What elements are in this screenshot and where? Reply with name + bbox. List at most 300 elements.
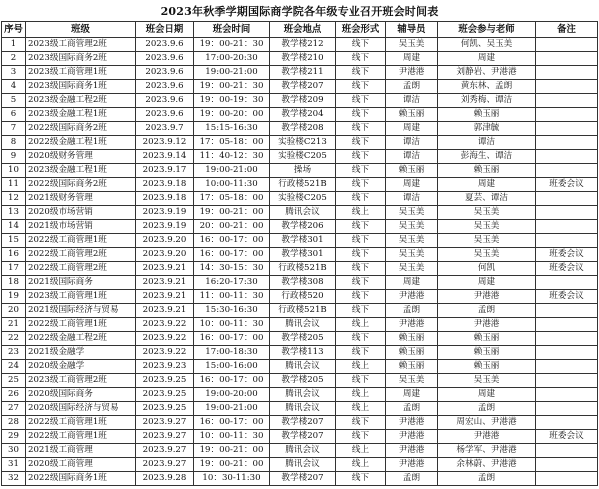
- class-name: 2023级金融工程1班: [26, 164, 136, 178]
- meeting-time: 19：00-21：30: [194, 38, 270, 52]
- meeting-format: 线下: [336, 150, 386, 164]
- counselor: 谭洁: [386, 136, 438, 150]
- table-row: [2, 472, 598, 486]
- meeting-location: 行政楼521B: [270, 178, 336, 192]
- row-index: 8: [2, 136, 26, 150]
- meeting-location: 行政楼520: [270, 290, 336, 304]
- meeting-format: 线下: [336, 94, 386, 108]
- meeting-time: 10：00-11：30: [194, 318, 270, 332]
- row-index: 16: [2, 248, 26, 262]
- meeting-date: 2023.9.6: [136, 94, 194, 108]
- remarks: [536, 80, 598, 94]
- index-header: 序号: [2, 22, 26, 38]
- meeting-date: 2023.9.21: [136, 276, 194, 290]
- class-name: 2020级金融学: [26, 360, 136, 374]
- class-name: 2020级国际商务: [26, 388, 136, 402]
- counselor: 尹港港: [386, 444, 438, 458]
- row-index: 27: [2, 402, 26, 416]
- table-row: [2, 262, 598, 276]
- remarks: [536, 332, 598, 346]
- counselor: 孟朗: [386, 402, 438, 416]
- meeting-format: 线上: [336, 458, 386, 472]
- meeting-date: 2023.9.21: [136, 262, 194, 276]
- counselor: 尹港港: [386, 318, 438, 332]
- row-index: 4: [2, 80, 26, 94]
- participating-teachers: 夏芸、谭洁: [438, 192, 536, 206]
- remarks: [536, 374, 598, 388]
- class-name: 2022级工商管理2班: [26, 262, 136, 276]
- meeting-format: 线下: [336, 122, 386, 136]
- meeting-location: 教学楼301: [270, 234, 336, 248]
- class-name: 2021级工商管理: [26, 444, 136, 458]
- meeting-location: 教学楼211: [270, 66, 336, 80]
- meeting-location: 腾讯会议: [270, 458, 336, 472]
- participating-teachers: 尹港港: [438, 430, 536, 444]
- table-row: [2, 276, 598, 290]
- class-name: 2022级工商管理2班: [26, 248, 136, 262]
- table-row: [2, 290, 598, 304]
- meeting-location: 教学楼209: [270, 94, 336, 108]
- table-row: [2, 192, 598, 206]
- meeting-location: 行政楼521B: [270, 262, 336, 276]
- participating-teachers: 赖玉丽: [438, 332, 536, 346]
- counselor: 赖玉丽: [386, 360, 438, 374]
- remarks: [536, 164, 598, 178]
- participating-teachers: 黄东林、孟朗: [438, 80, 536, 94]
- counselor: 尹港港: [386, 458, 438, 472]
- remarks: [536, 304, 598, 318]
- class-name: 2022级工商管理1班: [26, 318, 136, 332]
- meeting-location: 教学楼204: [270, 108, 336, 122]
- meeting-location: 教学楼113: [270, 346, 336, 360]
- remarks: [536, 472, 598, 486]
- remarks: [536, 38, 598, 52]
- table-row: [2, 402, 598, 416]
- meeting-date: 2023.9.18: [136, 192, 194, 206]
- remarks: [536, 388, 598, 402]
- meeting-location: 腾讯会议: [270, 360, 336, 374]
- class-name: 2021级金融学: [26, 346, 136, 360]
- location-header: 班会地点: [270, 22, 336, 38]
- remarks: [536, 150, 598, 164]
- row-index: 19: [2, 290, 26, 304]
- meeting-location: 腾讯会议: [270, 206, 336, 220]
- table-row: [2, 52, 598, 66]
- meeting-date: 2023.9.6: [136, 38, 194, 52]
- remarks: [536, 108, 598, 122]
- meeting-format: 线上: [336, 206, 386, 220]
- meeting-format: 线下: [336, 108, 386, 122]
- row-index: 17: [2, 262, 26, 276]
- meeting-location: 教学楼207: [270, 472, 336, 486]
- meeting-location: 操场: [270, 164, 336, 178]
- table-row: [2, 444, 598, 458]
- row-index: 6: [2, 108, 26, 122]
- class-name: 2020级财务管理: [26, 150, 136, 164]
- participating-teachers: 赖玉丽: [438, 360, 536, 374]
- class-name: 2023级金融工程1班: [26, 108, 136, 122]
- participating-teachers: 孟朗: [438, 304, 536, 318]
- table-row: [2, 360, 598, 374]
- counselor: 周建: [386, 276, 438, 290]
- class-name: 2020级国际经济与贸易: [26, 402, 136, 416]
- meeting-location: 行政楼521B: [270, 304, 336, 318]
- format-header: 班会形式: [336, 22, 386, 38]
- counselor: 尹港港: [386, 66, 438, 80]
- counselor: 孟朗: [386, 80, 438, 94]
- meeting-location: 实验楼C213: [270, 136, 336, 150]
- row-index: 15: [2, 234, 26, 248]
- meeting-time: 15:00-16:00: [194, 360, 270, 374]
- meeting-format: 线下: [336, 262, 386, 276]
- participating-teachers: 何凯: [438, 262, 536, 276]
- meeting-location: 腾讯会议: [270, 388, 336, 402]
- meeting-date: 2023.9.28: [136, 472, 194, 486]
- counselor: 尹港港: [386, 430, 438, 444]
- counselor: 吴玉美: [386, 38, 438, 52]
- counselor: 吴玉美: [386, 206, 438, 220]
- remarks: [536, 52, 598, 66]
- table-row: [2, 220, 598, 234]
- meeting-time: 19：00-20：00: [194, 108, 270, 122]
- table-row: [2, 80, 598, 94]
- table-row: [2, 346, 598, 360]
- meeting-time: 19:00-21:00: [194, 402, 270, 416]
- meeting-time: 17:00-18:30: [194, 346, 270, 360]
- table-row: [2, 248, 598, 262]
- class-name: 2022级国际商务2班: [26, 122, 136, 136]
- remarks: 班委会议: [536, 290, 598, 304]
- table-row: [2, 458, 598, 472]
- meeting-date: 2023.9.23: [136, 360, 194, 374]
- meeting-date: 2023.9.27: [136, 444, 194, 458]
- participating-teachers: 赖玉丽: [438, 164, 536, 178]
- meeting-time: 16：00-17：00: [194, 234, 270, 248]
- counselor: 周建: [386, 178, 438, 192]
- row-index: 5: [2, 94, 26, 108]
- meeting-date: 2023.9.18: [136, 178, 194, 192]
- meeting-format: 线下: [336, 290, 386, 304]
- row-index: 24: [2, 360, 26, 374]
- meeting-location: 腾讯会议: [270, 444, 336, 458]
- meeting-location: 教学楼206: [270, 220, 336, 234]
- remarks: 班委会议: [536, 262, 598, 276]
- row-index: 11: [2, 178, 26, 192]
- remarks: [536, 136, 598, 150]
- class-name: 2023级工商管理1班: [26, 66, 136, 80]
- meeting-location: 教学楼210: [270, 52, 336, 66]
- class-name: 2021级国际商务: [26, 276, 136, 290]
- row-index: 3: [2, 66, 26, 80]
- participating-teachers: 吴玉美: [438, 220, 536, 234]
- row-index: 14: [2, 220, 26, 234]
- meeting-location: 教学楼205: [270, 374, 336, 388]
- counselor: 谭洁: [386, 192, 438, 206]
- meeting-location: 教学楼207: [270, 416, 336, 430]
- row-index: 32: [2, 472, 26, 486]
- meeting-time: 20：00-21：00: [194, 220, 270, 234]
- participating-teachers: 吴玉美: [438, 206, 536, 220]
- remarks: [536, 416, 598, 430]
- participating-teachers: 孟朗: [438, 402, 536, 416]
- class-name: 2022级国际商务2班: [26, 178, 136, 192]
- meeting-location: 教学楼205: [270, 332, 336, 346]
- table-row: [2, 234, 598, 248]
- meeting-format: 线下: [336, 472, 386, 486]
- participating-teachers: 尹港港: [438, 318, 536, 332]
- table-row: [2, 38, 598, 52]
- meeting-format: 线下: [336, 374, 386, 388]
- participating-teachers: 彭海生、谭洁: [438, 150, 536, 164]
- table-row: [2, 150, 598, 164]
- participating-teachers: 吴玉美: [438, 234, 536, 248]
- remarks: [536, 220, 598, 234]
- meeting-location: 教学楼208: [270, 122, 336, 136]
- counselor: 吴玉美: [386, 234, 438, 248]
- table-row: [2, 178, 598, 192]
- participating-teachers: 周建: [438, 276, 536, 290]
- meeting-format: 线下: [336, 192, 386, 206]
- meeting-format: 线下: [336, 276, 386, 290]
- meeting-date: 2023.9.20: [136, 234, 194, 248]
- remarks: [536, 66, 598, 80]
- counselor: 赖玉丽: [386, 108, 438, 122]
- participating-teachers: 杨学军、尹港港: [438, 444, 536, 458]
- meeting-location: 实验楼C205: [270, 192, 336, 206]
- meeting-format: 线下: [336, 38, 386, 52]
- meeting-time: 19：00-21：00: [194, 458, 270, 472]
- table-body: [2, 38, 598, 486]
- table-row: [2, 430, 598, 444]
- participating-teachers: 吴玉美: [438, 374, 536, 388]
- remarks: [536, 122, 598, 136]
- remarks: [536, 360, 598, 374]
- class-name: 2021级市场营销: [26, 220, 136, 234]
- date-header: 班会日期: [136, 22, 194, 38]
- table-header-row: [2, 22, 598, 38]
- class-name: 2020级工商管理: [26, 458, 136, 472]
- meeting-date: 2023.9.7: [136, 122, 194, 136]
- meeting-time: 19：00-19：30: [194, 94, 270, 108]
- remarks-header: 备注: [536, 22, 598, 38]
- meeting-time: 16:20-17:30: [194, 276, 270, 290]
- meeting-time: 10：00-11：30: [194, 430, 270, 444]
- class-name: 2022级工商管理1班: [26, 430, 136, 444]
- participating-teachers: 周建: [438, 52, 536, 66]
- row-index: 29: [2, 430, 26, 444]
- counselor: 谭洁: [386, 150, 438, 164]
- class-name: 2023级国际商务2班: [26, 52, 136, 66]
- row-index: 28: [2, 416, 26, 430]
- participating-teachers: 刘秀梅、谭洁: [438, 94, 536, 108]
- meeting-date: 2023.9.19: [136, 206, 194, 220]
- row-index: 18: [2, 276, 26, 290]
- remarks: [536, 458, 598, 472]
- class-name: 2023级工商管理2班: [26, 38, 136, 52]
- counselor: 周建: [386, 388, 438, 402]
- meeting-format: 线下: [336, 220, 386, 234]
- row-index: 2: [2, 52, 26, 66]
- class-name: 2023级金融工程2班: [26, 94, 136, 108]
- class-name: 2020级市场营销: [26, 206, 136, 220]
- class-name: 2023级工商管理1班: [26, 290, 136, 304]
- meeting-date: 2023.9.6: [136, 66, 194, 80]
- meeting-location: 教学楼207: [270, 430, 336, 444]
- meeting-date: 2023.9.25: [136, 402, 194, 416]
- class-name: 2021级国际经济与贸易: [26, 304, 136, 318]
- meeting-time: 10:00-11:30: [194, 178, 270, 192]
- meeting-format: 线下: [336, 178, 386, 192]
- counselor: 赖玉丽: [386, 332, 438, 346]
- meeting-format: 线下: [336, 164, 386, 178]
- meeting-time: 11：40-12：30: [194, 150, 270, 164]
- meeting-location: 腾讯会议: [270, 318, 336, 332]
- counselor: 赖玉丽: [386, 346, 438, 360]
- meeting-time: 11：00-11：30: [194, 290, 270, 304]
- counselor: 吴玉美: [386, 374, 438, 388]
- meeting-format: 线下: [336, 248, 386, 262]
- meeting-location: 教学楼207: [270, 80, 336, 94]
- meeting-time: 19:00-21:00: [194, 164, 270, 178]
- meeting-format: 线上: [336, 318, 386, 332]
- counselor-header: 辅导员: [386, 22, 438, 38]
- time-header: 班会时间: [194, 22, 270, 38]
- row-index: 1: [2, 38, 26, 52]
- meeting-date: 2023.9.27: [136, 430, 194, 444]
- row-index: 12: [2, 192, 26, 206]
- meeting-date: 2023.9.21: [136, 304, 194, 318]
- meeting-date: 2023.9.6: [136, 80, 194, 94]
- meeting-date: 2023.9.6: [136, 52, 194, 66]
- meeting-format: 线下: [336, 136, 386, 150]
- counselor: 吴玉美: [386, 262, 438, 276]
- remarks: [536, 234, 598, 248]
- meeting-date: 2023.9.17: [136, 164, 194, 178]
- meeting-time: 19:00-21:00: [194, 66, 270, 80]
- participating-teachers: 周建: [438, 178, 536, 192]
- class-name: 2022级工商管理1班: [26, 416, 136, 430]
- meeting-date: 2023.9.14: [136, 150, 194, 164]
- meeting-time: 15:30-16:30: [194, 304, 270, 318]
- table-row: [2, 304, 598, 318]
- meeting-format: 线上: [336, 388, 386, 402]
- row-index: 21: [2, 318, 26, 332]
- class-name: 2023级工商管理2班: [26, 374, 136, 388]
- counselor: 吴玉美: [386, 220, 438, 234]
- meeting-location: 教学楼301: [270, 248, 336, 262]
- row-index: 31: [2, 458, 26, 472]
- counselor: 周建: [386, 52, 438, 66]
- meeting-format: 线下: [336, 346, 386, 360]
- counselor: 吴玉美: [386, 248, 438, 262]
- meeting-format: 线下: [336, 416, 386, 430]
- table-row: [2, 108, 598, 122]
- table-row: [2, 94, 598, 108]
- meeting-location: 教学楼212: [270, 38, 336, 52]
- counselor: 尹港港: [386, 290, 438, 304]
- meeting-date: 2023.9.19: [136, 220, 194, 234]
- meeting-time: 16：00-17：00: [194, 332, 270, 346]
- class-name: 2022级国际商务1班: [26, 472, 136, 486]
- row-index: 23: [2, 346, 26, 360]
- participating-teachers: 赖玉丽: [438, 346, 536, 360]
- participating-teachers: 余林蔚、尹港港: [438, 458, 536, 472]
- page-title: 2023年秋季学期国际商学院各年级专业召开班会时间表: [160, 5, 439, 18]
- class-name: 2021级财务管理: [26, 192, 136, 206]
- meeting-format: 线上: [336, 360, 386, 374]
- meeting-date: 2023.9.12: [136, 136, 194, 150]
- meeting-time: 16：00-17：00: [194, 374, 270, 388]
- participating-teachers: 尹港港: [438, 290, 536, 304]
- meeting-format: 线下: [336, 66, 386, 80]
- meeting-date: 2023.9.22: [136, 346, 194, 360]
- meeting-time: 17：05-18：00: [194, 136, 270, 150]
- meeting-time: 10：30-11:30: [194, 472, 270, 486]
- class-header: 班级: [26, 22, 136, 38]
- meeting-time: 17：05-18：00: [194, 192, 270, 206]
- table-row: [2, 66, 598, 80]
- participating-teachers: 吴玉美: [438, 248, 536, 262]
- table-row: [2, 416, 598, 430]
- row-index: 26: [2, 388, 26, 402]
- remarks: [536, 94, 598, 108]
- meeting-date: 2023.9.27: [136, 416, 194, 430]
- meeting-date: 2023.9.27: [136, 458, 194, 472]
- meeting-format: 线下: [336, 80, 386, 94]
- meeting-time: 19：00-21：00: [194, 206, 270, 220]
- remarks: [536, 206, 598, 220]
- class-name: 2022级工商管理1班: [26, 234, 136, 248]
- meeting-date: 2023.9.22: [136, 332, 194, 346]
- row-index: 13: [2, 206, 26, 220]
- remarks: [536, 276, 598, 290]
- remarks: [536, 192, 598, 206]
- meeting-time: 17:00-20:30: [194, 52, 270, 66]
- participating-teachers: 周建: [438, 388, 536, 402]
- table-row: [2, 136, 598, 150]
- meeting-format: 线下: [336, 234, 386, 248]
- table-row: [2, 374, 598, 388]
- table-row: [2, 164, 598, 178]
- remarks: 班委会议: [536, 178, 598, 192]
- class-name: 2023级国际商务1班: [26, 80, 136, 94]
- counselor: 孟朗: [386, 472, 438, 486]
- remarks: [536, 346, 598, 360]
- participating-teachers: 孟朗: [438, 472, 536, 486]
- row-index: 30: [2, 444, 26, 458]
- class-name: 2022级金融工程1班: [26, 136, 136, 150]
- meeting-format: 线下: [336, 304, 386, 318]
- meeting-time: 19：00-21：30: [194, 80, 270, 94]
- row-index: 10: [2, 164, 26, 178]
- counselor: 谭洁: [386, 94, 438, 108]
- meeting-date: 2023.9.6: [136, 108, 194, 122]
- counselor: 孟朗: [386, 304, 438, 318]
- meeting-date: 2023.9.20: [136, 248, 194, 262]
- meeting-format: 线下: [336, 430, 386, 444]
- counselor: 周建: [386, 122, 438, 136]
- meeting-format: 线上: [336, 402, 386, 416]
- table-row: [2, 388, 598, 402]
- table-row: [2, 206, 598, 220]
- participating-teachers: 周宏山、尹港港: [438, 416, 536, 430]
- meeting-time: 16：00-17：00: [194, 248, 270, 262]
- participating-teachers: 何凯、吴玉美: [438, 38, 536, 52]
- meeting-format: 线下: [336, 332, 386, 346]
- meeting-time: 19:00-20:00: [194, 388, 270, 402]
- meeting-date: 2023.9.22: [136, 318, 194, 332]
- meeting-format: 线下: [336, 52, 386, 66]
